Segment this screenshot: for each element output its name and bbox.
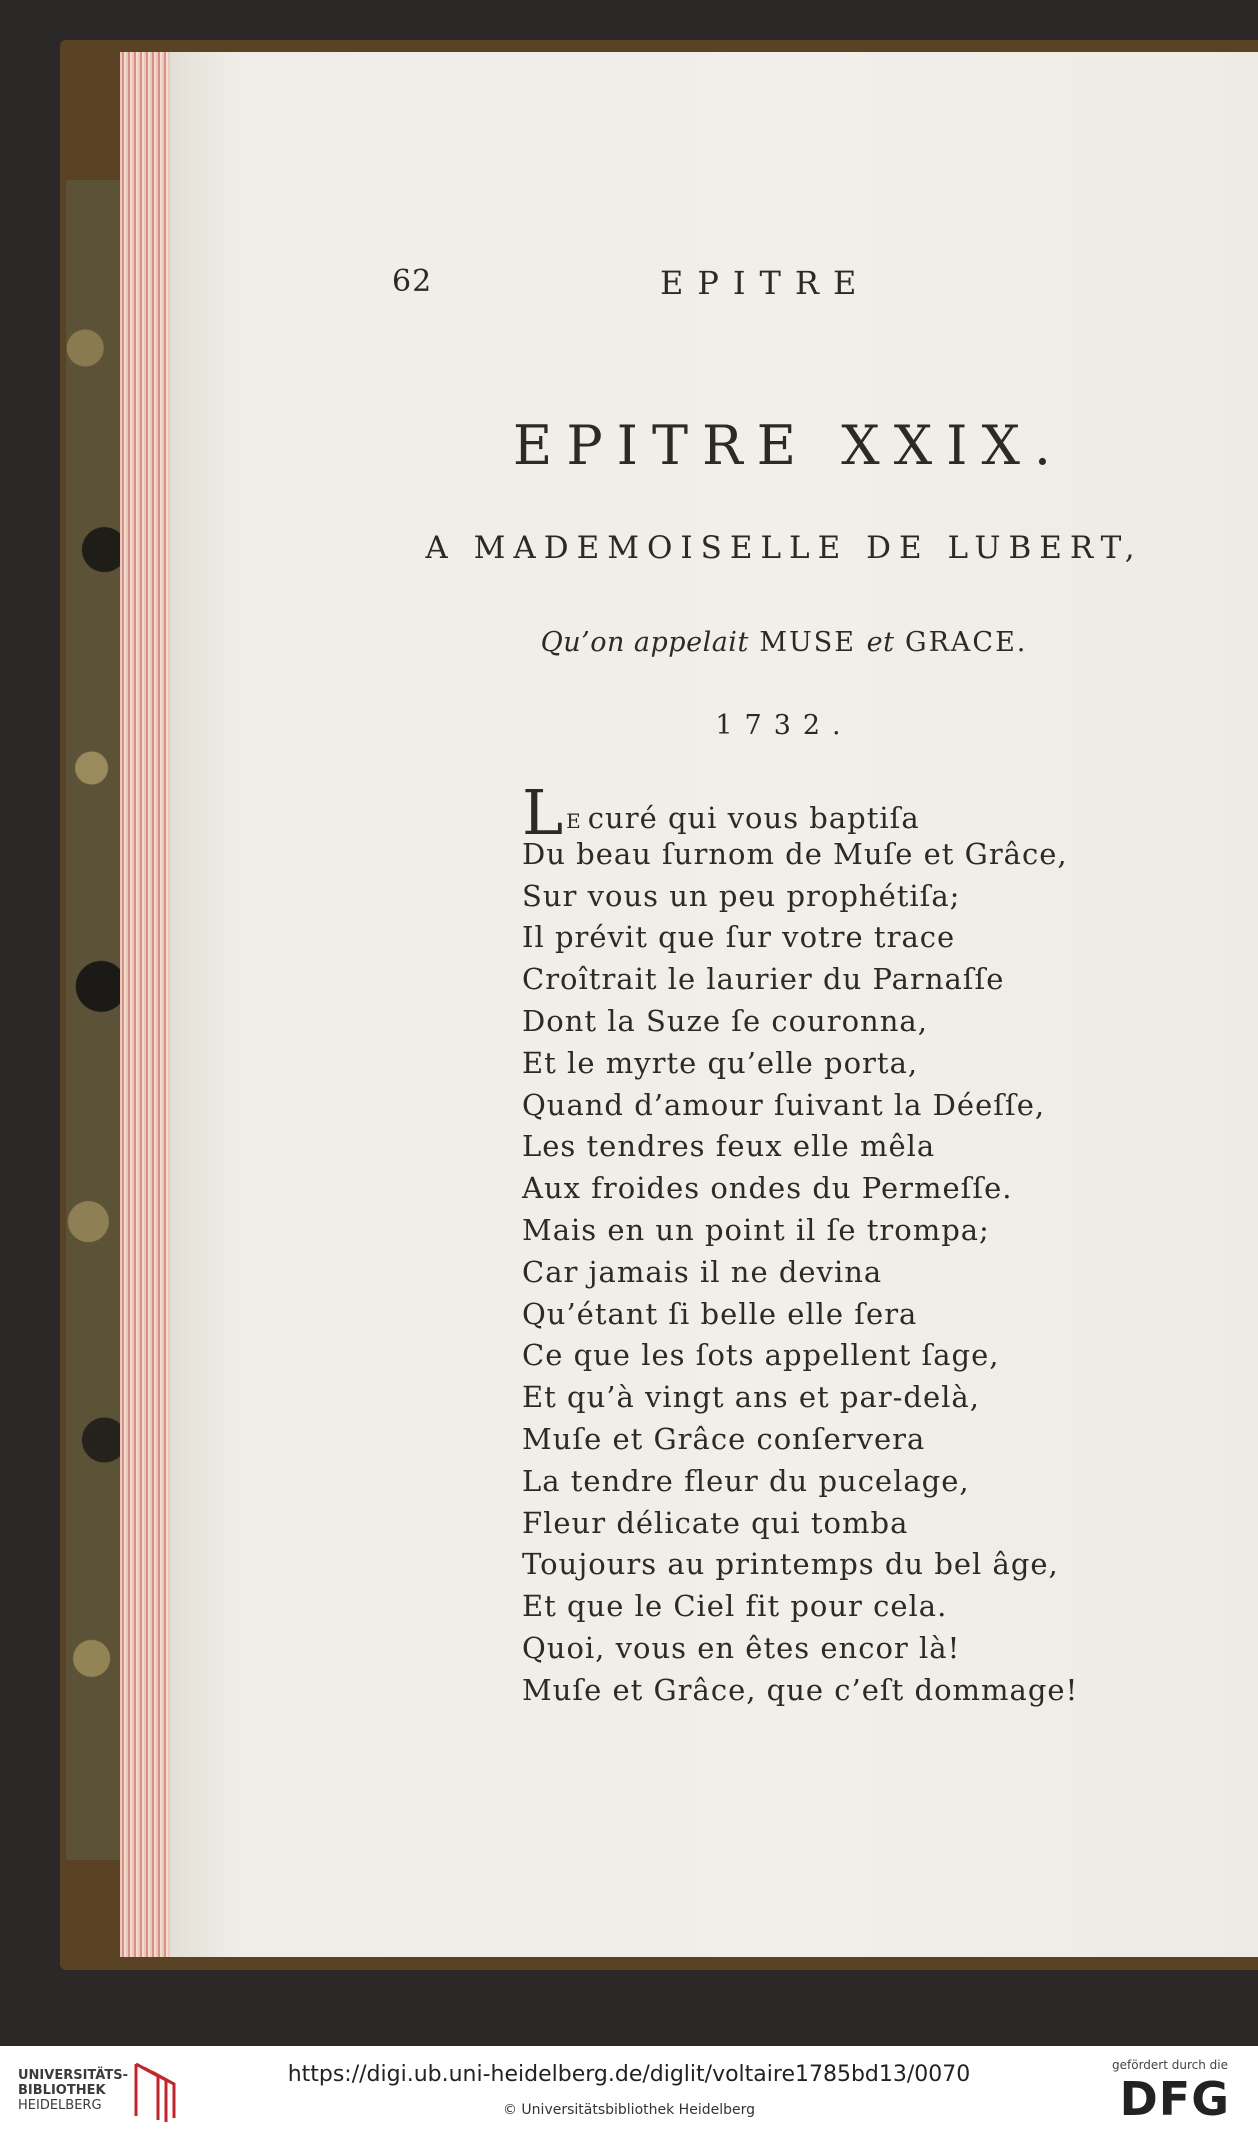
logo-line: HEIDELBERG [18,2098,102,2113]
viewer-footer [0,2046,1258,2135]
year-line: 1732. [715,710,853,741]
poem-line: Et le myrte qu’elle porta, [522,1045,919,1080]
permalink-url[interactable]: https://digi.ub.uni-heidelberg.de/diglit/voltaire1785bd13/0070 [287,2062,971,2087]
book-page [170,52,1258,1957]
page-edges [120,52,176,1957]
poem-line: Ce que les ſots appellent ſage, [522,1338,1000,1373]
poem-line: Il prévit que ſur votre trace [522,920,956,955]
small-cap: E [566,809,584,833]
poem-line: Du beau ſurnom de Muſe et Grâce, [522,836,1068,871]
funding-note: gefördert durch die [1112,2058,1228,2072]
poem-line: Et qu’à vingt ans et par-delà, [522,1380,980,1415]
subtitle-italic: Qu’on appelait [540,627,749,658]
subtitle-caps: GRACE. [905,627,1028,658]
poem-line: Aux froides ondes du Permeſſe. [522,1171,1013,1206]
poem-line: Les tendres feux elle mêla [522,1129,936,1164]
subtitle-line [170,627,1258,658]
poem-line: Et que le Ciel fit pour cela. [522,1589,948,1624]
poem-line [522,776,1078,849]
poem-line: Quand d’amour ſuivant la Déeſſe, [522,1087,1046,1122]
logo-line: UNIVERSITÄTS- [18,2068,128,2083]
poem-line: Sur vous un peu prophétiſa; [522,878,961,913]
running-title: EPITRE [660,264,871,302]
subtitle-caps: MUSE [759,627,856,658]
subtitle-italic: et [866,627,895,658]
poem-line: Dont la Suze ſe couronna, [522,1003,928,1038]
poem-line: Muſe et Grâce conſervera [522,1421,926,1456]
poem-line: Qu’étant ſi belle elle ſera [522,1296,918,1331]
poem-line: Mais en un point il ſe trompa; [522,1212,990,1247]
poem-text [522,776,1079,1712]
poem-line: Toujours au printemps du bel âge, [522,1547,1059,1582]
poem-line: Quoi, vous en êtes encor là! [522,1630,961,1665]
poem-line: Muſe et Grâce, que c’eſt dommage! [522,1672,1079,1707]
poem-line: Fleur délicate qui tomba [522,1505,909,1540]
epistle-heading: EPITRE XXIX. [512,414,1066,477]
addressee-line: A MADEMOISELLE DE LUBERT, [425,530,1143,566]
poem-line: Croîtrait le laurier du Parnaſſe [522,962,1005,997]
copyright-text: © Universitätsbibliothek Heidelberg [502,2102,755,2118]
poem-line: Car jamais il ne devina [522,1254,883,1289]
poem-line: La tendre fleur du pucelage, [522,1463,970,1498]
drop-cap: L [522,776,565,849]
first-line-text: curé qui vous baptiſa [587,801,920,835]
dfg-logo[interactable]: DFG [1119,2072,1230,2126]
page-number: 62 [392,264,433,299]
logo-line: BIBLIOTHEK [18,2083,106,2098]
